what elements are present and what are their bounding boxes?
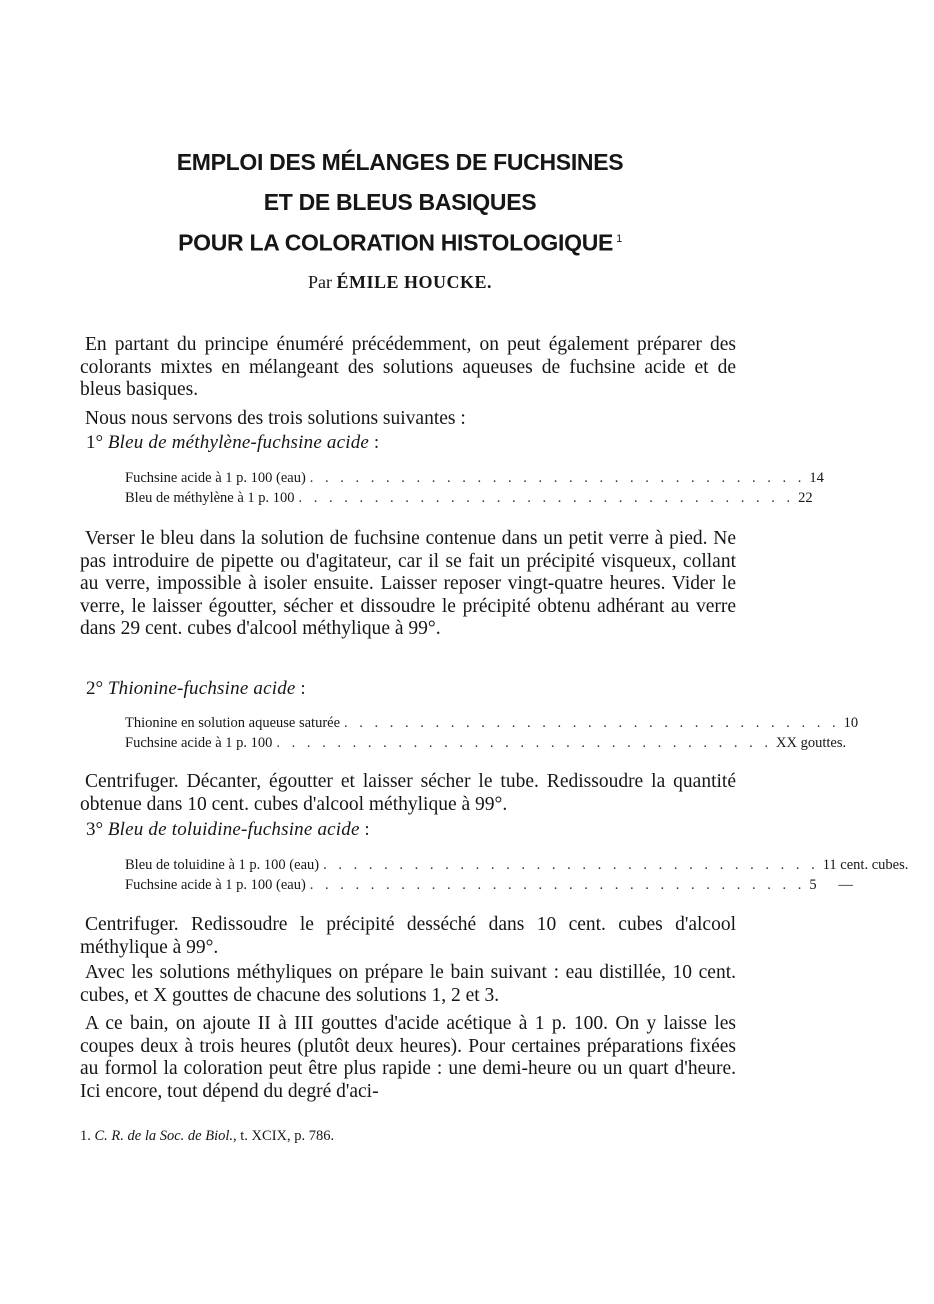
title-line-1: EMPLOI DES MÉLANGES DE FUCHSINES — [176, 149, 624, 175]
table-row — [125, 877, 853, 897]
dot-leader: . . . . . . . . . . . . . . . . . . . . . . . . . . . . . . . . . — [276, 735, 773, 751]
row-value: 22 — [798, 490, 813, 506]
dot-leader: . . . . . . . . . . . . . . . . . . . . . . . . . . . . . . . . . — [309, 877, 806, 893]
row-value: 10 — [843, 715, 859, 731]
footnote — [80, 1128, 334, 1145]
paragraph-5: Centrifuger. Redissoudre le précipité desséché dans 10 cent. cubes d'alcool méthylique à 99°. — [80, 914, 736, 958]
row-label: Fuchsine acide à 1 p. 100 (eau) — [125, 470, 306, 486]
solution-2-title: Thionine-fuchsine acide — [107, 678, 296, 699]
author-name: ÉMILE HOUCKE. — [336, 272, 493, 292]
paragraph-3: Verser le bleu dans la solution de fuchsine contenue dans un petit verre à pied. Ne pas introduire de pipette ou d'agitateur, car il se fait un précipité visqueux, collant au verre, impossible à isoler ensuite. Laisser reposer vingt-quatre heures. Vider le verre, le laisser égoutter, sécher et dissoudre le précipité obtenu adhérant au verre dans 29 cent. cubes d'alcool méthylique à 99°. — [80, 528, 736, 640]
byline-prefix: Par — [307, 272, 332, 292]
solution-1-table — [125, 470, 824, 510]
solution-1-colon: : — [373, 432, 380, 453]
solution-1-heading — [86, 432, 379, 454]
paragraph-4: Centrifuger. Décanter, égoutter et laisser sécher le tube. Redissoudre la quantité obtenue dans 10 cent. cubes d'alcool méthylique à 99°. — [80, 771, 736, 815]
paragraph-6: Avec les solutions méthyliques on prépare le bain suivant : eau distillée, 10 cent. cubes, et X gouttes de chacune des solutions 1, 2 et 3. — [80, 962, 736, 1006]
solution-3-table — [125, 857, 909, 897]
title-line-3-text: POUR LA COLORATION HISTOLOGIQUE — [178, 229, 614, 256]
solution-2-colon: : — [300, 678, 306, 699]
dot-leader: . . . . . . . . . . . . . . . . . . . . . . . . . . . . . . . . . — [298, 490, 795, 506]
solution-1-title: Bleu de méthylène-fuchsine acide — [107, 432, 370, 453]
title-footnote-mark: 1 — [616, 233, 622, 245]
row-label: Thionine en solution aqueuse saturée — [125, 715, 341, 731]
table-row — [125, 470, 824, 490]
footnote-source: C. R. de la Soc. de Biol. — [94, 1128, 234, 1144]
title-line-3 — [0, 224, 800, 258]
row-value: 5 — — [809, 877, 853, 893]
table-row — [125, 715, 859, 735]
row-label: Fuchsine acide à 1 p. 100 (eau) — [125, 877, 306, 893]
solution-3-title: Bleu de toluidine-fuchsine acide — [107, 819, 360, 840]
row-label: Bleu de toluidine à 1 p. 100 (eau) — [125, 857, 320, 873]
table-row — [125, 735, 847, 755]
dot-leader: . . . . . . . . . . . . . . . . . . . . . . . . . . . . . . . . . — [309, 470, 806, 486]
row-value: XX gouttes. — [776, 735, 847, 751]
solution-2-table — [125, 715, 859, 755]
solution-3-number: 3° — [86, 819, 104, 840]
paragraph-7: A ce bain, on ajoute II à III gouttes d'acide acétique à 1 p. 100. On y laisse les coupes deux à trois heures (plutôt deux heures). Pour certaines préparations fixées au formol la coloration peut être plus rapide : une demi-heure ou un quart d'heure. Ici encore, tout dépend du degré d'aci- — [80, 1013, 736, 1102]
solution-3-heading — [86, 819, 370, 841]
dot-leader: . . . . . . . . . . . . . . . . . . . . . . . . . . . . . . . . . — [323, 857, 819, 873]
title-line-2: ET DE BLEUS BASIQUES — [263, 189, 537, 215]
paragraph-1: En partant du principe énuméré précédemment, on peut également préparer des colorants mixtes en mélangeant des solutions aqueuses de fuchsine acide et de bleus basiques. — [80, 334, 736, 401]
table-row — [125, 857, 909, 877]
row-value: 14 — [809, 470, 824, 486]
solution-1-number: 1° — [86, 432, 104, 453]
row-label: Fuchsine acide à 1 p. 100 — [125, 735, 273, 751]
dot-leader: . . . . . . . . . . . . . . . . . . . . . . . . . . . . . . . . . — [344, 715, 840, 731]
footnote-reference: , t. XCIX, p. 786. — [233, 1128, 335, 1144]
footnote-number: 1. — [80, 1128, 91, 1144]
solution-3-colon: : — [364, 819, 370, 840]
solution-2-number: 2° — [86, 678, 104, 699]
table-row — [125, 490, 813, 510]
byline — [0, 272, 800, 293]
row-label: Bleu de méthylène à 1 p. 100 — [125, 490, 295, 506]
paragraph-2: Nous nous servons des trois solutions suivantes : — [85, 408, 466, 429]
solution-2-heading — [86, 678, 306, 700]
row-value: 11 cent. cubes. — [822, 857, 909, 873]
